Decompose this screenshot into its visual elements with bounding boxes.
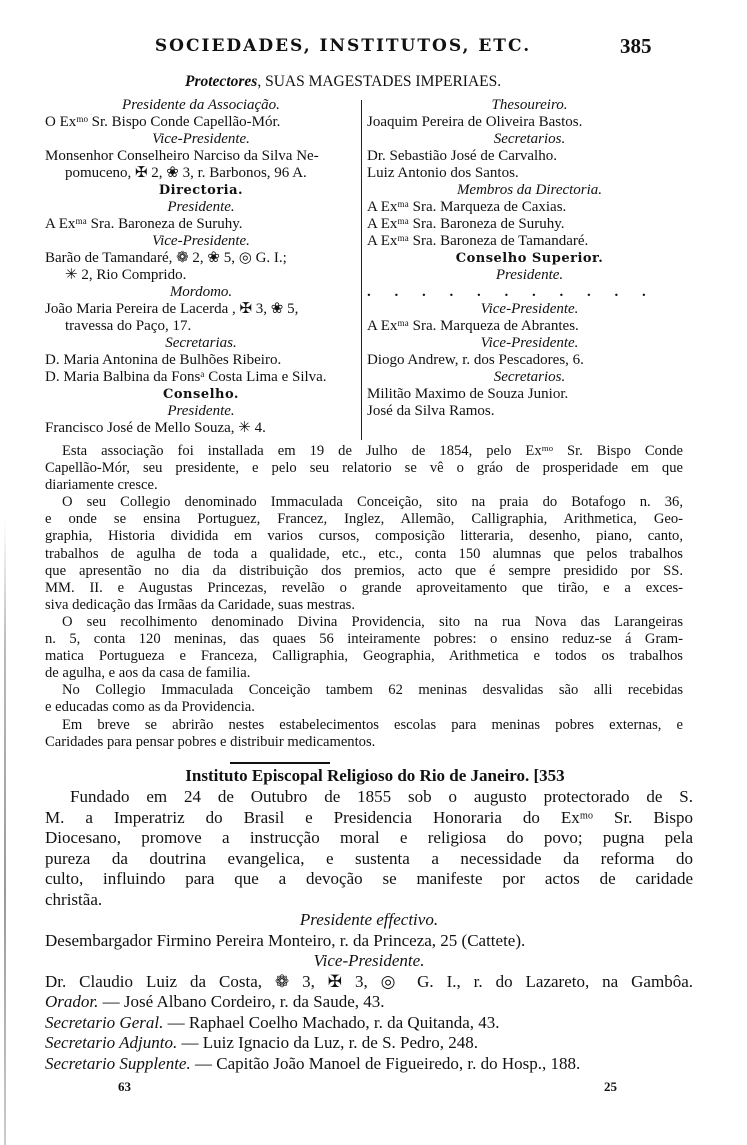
role-heading: Vice-Presidente.: [480, 301, 579, 317]
association-description: [45, 443, 683, 751]
officer-role: Secretario Adjunto.: [45, 1033, 178, 1052]
role-heading: Presidente.: [495, 267, 564, 283]
vacant-dots: . . . . . . . . . . .: [367, 284, 656, 300]
member-line: A Exᵐᵃ Sra. Marqueza de Abrantes.: [367, 318, 579, 334]
role-heading: Vice-Presidente.: [152, 131, 250, 147]
role-heading: Mordomo.: [169, 284, 233, 300]
column-divider: [361, 100, 362, 440]
section-rule: [230, 762, 330, 764]
member-line: José da Silva Ramos.: [367, 403, 495, 419]
running-head: SOCIEDADES, INSTITUTOS, ETC.: [154, 36, 532, 56]
officer-role: Secretario Supplente.: [45, 1053, 191, 1073]
paragraph-line: que apresentão no dia da distribuição dos premios, acto que é sempre presidido por SS.: [45, 562, 683, 579]
intro-line: pureza da doutrina evangelica, e sustenta a necessidade da reforma do: [45, 848, 693, 868]
member-line: Joaquim Pereira de Oliveira Bastos.: [367, 114, 583, 130]
role-heading: Conselho Superior.: [455, 251, 604, 266]
officer-line: [45, 1033, 693, 1054]
protectores-label: Protectores: [185, 73, 258, 90]
member-line: O Exᵐᵒ Sr. Bispo Conde Capellão-Mór.: [45, 114, 281, 130]
signature-mark-left: 63: [118, 1079, 131, 1094]
role-heading: Presidente.: [167, 199, 235, 215]
officer-line: [45, 1013, 693, 1034]
member-line: Francisco José de Mello Souza, ✳ 4.: [45, 420, 266, 436]
paragraph-line: diariamente cresce.: [45, 477, 158, 494]
role-heading: Thesoureiro.: [491, 97, 568, 113]
role-heading: Vice-Presidente.: [313, 951, 425, 970]
paragraph-line: e onde se ensina Portuguez, Francez, Inglez, Allemão, Calligraphia, Arithmetica, Geo-: [45, 511, 683, 528]
signature-mark-right: 25: [604, 1079, 617, 1094]
paragraph-line: graphia, Historia dividida em varios cursos, composição litteraria, desenho, piano, canto,: [45, 528, 683, 545]
left-column: [45, 97, 357, 437]
member-line: D. Maria Antonina de Bulhões Ribeiro.: [45, 352, 282, 368]
paragraph-line: Capellão-Mór, seu presidente, e pelo seu relatorio se vê o gráo de prosperidade em que: [45, 460, 683, 477]
right-column: [367, 97, 692, 420]
member-line: Monsenhor Conselheiro Narciso da Silva Ne-: [45, 148, 319, 164]
member-line: A Exᵐᵃ Sra. Baroneza de Suruhy.: [367, 216, 565, 232]
officer-line: [45, 992, 693, 1013]
intro-line: christãa.: [45, 889, 103, 909]
paragraph-line: No Collegio Immaculada Conceição tambem 62 meninas desvalidas são alli recebidas: [62, 682, 683, 699]
officer-name: — José Albano Cordeiro, r. da Saude, 43.: [98, 992, 385, 1011]
role-heading: Directoria.: [158, 183, 244, 198]
paragraph-line: n. 5, conta 120 meninas, das quaes 56 inteiramente pobres: o ensino reduz-se á Gram-: [45, 631, 683, 648]
member-line: Dr. Claudio Luiz da Costa, ❁ 3, ✠ 3, ◎ G. I., r. do Lazareto, na Gambôa.: [45, 971, 693, 991]
member-line: A Exᵐᵃ Sra. Baroneza de Tamandaré.: [367, 233, 589, 249]
officer-line: [45, 1054, 693, 1075]
officer-name: — Capitão João Manoel de Figueiredo, r. do Hosp., 188.: [190, 1053, 581, 1073]
instituto-section: [45, 787, 693, 1074]
officer-role: Orador.: [45, 992, 99, 1011]
member-line: Desembargador Firmino Pereira Monteiro, r. da Princeza, 25 (Cattete).: [45, 930, 526, 950]
member-line: D. Maria Balbina da Fonsᵃ Costa Lima e Silva.: [45, 369, 327, 385]
role-heading: Presidente da Associação.: [122, 97, 280, 113]
scan-edge-artifact: [4, 520, 6, 1145]
member-line: Militão Maximo de Souza Junior.: [367, 386, 569, 402]
page-number: 385: [620, 34, 652, 58]
role-heading: Vice-Presidente.: [152, 233, 250, 249]
role-heading: Vice-Presidente.: [480, 335, 579, 351]
intro-line: Diocesano, promove a instrucção moral e religiosa do povo; pugna pela: [45, 828, 693, 847]
member-line: Diogo Andrew, r. dos Pescadores, 6.: [367, 352, 584, 368]
member-line: ✳ 2, Rio Comprido.: [65, 267, 187, 283]
officer-name: — Luiz Ignacio da Luz, r. de S. Pedro, 248.: [177, 1033, 478, 1052]
paragraph-line: Caridades para pensar pobres e distribuir medicamentos.: [45, 733, 376, 750]
paragraph-line: Esta associação foi installada em 19 de Julho de 1854, pelo Exᵐᵒ Sr. Bispo Conde: [62, 443, 683, 459]
officer-role: Secretario Geral.: [45, 1012, 164, 1032]
role-heading: Conselho.: [163, 387, 239, 402]
paragraph-line: trabalhos de agulha de toda a qualidade, etc., etc., conta 150 alumnas que pelos trabalhos: [45, 545, 683, 562]
paragraph-line: Em breve se abrirão nestes estabelecimentos escolas para meninas pobres externas, e: [62, 716, 683, 733]
paragraph-line: siva dedicação das Irmãas da Caridade, suas mestras.: [45, 596, 355, 613]
member-line: Barão de Tamandaré, ❁ 2, ❀ 5, ◎ G. I.;: [45, 250, 287, 266]
paragraph-line: MM. II. e Augustas Princezas, revelão o grande aproveitamento que tirão, e a exces-: [45, 579, 683, 596]
member-line: João Maria Pereira de Lacerda , ✠ 3, ❀ 5,: [45, 301, 299, 317]
role-heading: Presidente effectivo.: [299, 910, 439, 929]
role-heading: Secretarios.: [493, 369, 566, 385]
role-heading: Membros da Directoria.: [456, 182, 603, 198]
member-line: A Exᵐᵃ Sra. Marqueza de Caxias.: [367, 199, 567, 215]
role-heading: Presidente.: [167, 403, 235, 419]
member-line: travessa do Paço, 17.: [65, 318, 192, 334]
member-line: A Exᵐᵃ Sra. Baroneza de Suruhy.: [45, 216, 243, 232]
officer-name: — Raphael Coelho Machado, r. da Quitanda, 43.: [163, 1012, 500, 1032]
protectores-line: [185, 73, 501, 91]
intro-line: culto, influindo para que a devoção se manifeste por actos de caridade: [45, 869, 693, 888]
role-heading: Secretarios.: [493, 131, 566, 147]
member-line: Luiz Antonio dos Santos.: [367, 165, 519, 181]
paragraph-line: de agulha, e aos da casa de familia.: [45, 665, 251, 682]
paragraph-line: matica Portugueza e Franceza, Calligraphia, Geographia, Arithmetica e todos os trabalhos: [45, 648, 683, 665]
member-line: pomuceno, ✠ 2, ❀ 3, r. Barbonos, 96 A.: [65, 165, 307, 181]
member-line: Dr. Sebastião José de Carvalho.: [367, 148, 557, 164]
paragraph-line: O seu recolhimento denominado Divina Providencia, sito na rua Nova das Larangeiras: [62, 613, 683, 630]
intro-line: M. a Imperatriz do Brasil e Presidencia Honoraria do Exᵐᵒ Sr. Bispo: [45, 807, 693, 827]
paragraph-line: e educadas como as da Providencia.: [45, 699, 255, 716]
protectores-text: , SUAS MAGESTADES IMPERIAES.: [257, 73, 502, 90]
paragraph-line: O seu Collegio denominado Immaculada Conceição, sito na praia do Botafogo n. 36,: [62, 494, 683, 511]
intro-line: Fundado em 24 de Outubro de 1855 sob o augusto protectorado de S.: [70, 787, 693, 806]
role-heading: Secretarias.: [165, 335, 237, 351]
instituto-title: Instituto Episcopal Religioso do Rio de Janeiro. [353: [185, 766, 565, 785]
